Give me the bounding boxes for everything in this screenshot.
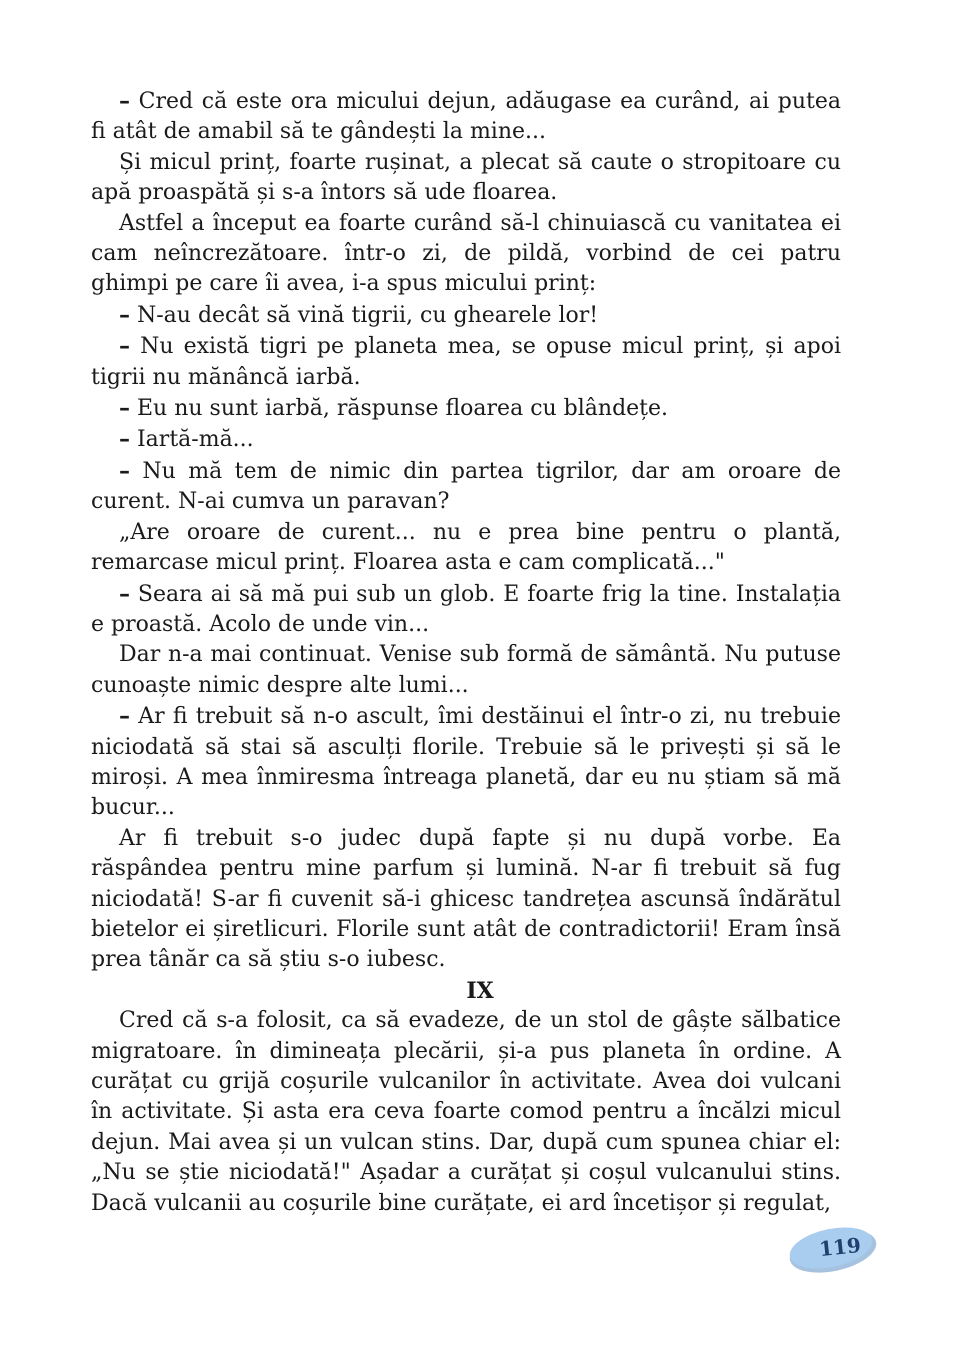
paragraph <box>91 331 841 393</box>
paragraph-text: Nu există tigri pe planeta mea, se opuse micul prinț, și apoi tigrii nu mănâncă iarbă. <box>91 334 841 390</box>
dialogue-dash: – <box>119 88 130 114</box>
dialogue-dash: – <box>119 395 130 422</box>
dialogue-dash: – <box>119 301 130 328</box>
paragraph-text: Ar fi trebuit să n-o ascult, îmi destăinui el într-o zi, nu trebuie niciodată să stai să asculți florile. Trebuie să le privești și să le miroși. A mea înmiresma întreaga planetă, dar eu nu știam să mă bucur... <box>91 704 841 821</box>
paragraph <box>91 701 841 824</box>
dialogue-dash: – <box>119 333 130 360</box>
page-body <box>91 86 841 1219</box>
chapter-heading: IX <box>466 977 494 1004</box>
page-number: 119 <box>817 1232 863 1262</box>
paragraph-text: Și micul prinț, foarte rușinat, a plecat să caute o stropitoare cu apă proaspătă și s-a întors să ude floarea. <box>91 149 841 206</box>
paragraph-text: Dar n-a mai continuat. Venise sub formă de sământă. Nu putuse cunoaște nimic despre alte lumi... <box>91 642 841 698</box>
paragraph-text: Seara ai să mă pui sub un glob. E foarte frig la tine. Instalația e proastă. Acolo de unde vin... <box>91 581 841 637</box>
paragraph <box>91 518 841 579</box>
paragraph-text: Iartă-mă... <box>130 427 254 453</box>
dialogue-dash: – <box>119 426 130 453</box>
paragraph <box>91 824 841 976</box>
paragraph-text: „Are oroare de curent... nu e prea bine pentru o plantă, remarcase micul prinț. Floarea asta e cam complicată..." <box>91 519 841 576</box>
paragraph-text: Nu mă tem de nimic din partea tigrilor, dar am oroare de curent. N-ai cumva un paravan? <box>91 458 841 515</box>
paragraph-text: Astfel a început ea foarte curând să-l chinuiască cu vanitatea ei cam neîncrezătoare. într-o zi, de pildă, vorbind de cei patru ghimpi pe care îi avea, i-a spus micului prinț: <box>91 210 841 297</box>
paragraph-text: Cred că este ora micului dejun, adăugase ea curând, ai putea fi atât de amabil să te gândești la mine... <box>91 89 841 145</box>
paragraph <box>91 1006 841 1219</box>
paragraph-text: Eu nu sunt iarbă, răspunse floarea cu blândețe. <box>130 396 669 422</box>
paragraph <box>91 209 841 300</box>
paragraph-text: Ar fi trebuit s-o judec după fapte și nu după vorbe. Ea răspândea pentru mine parfum și lumină. N-ar fi trebuit să fug niciodată! S-ar fi cuvenit să-i ghicesc tandrețea ascunsă îndărătul bietelor ei șiretlicuri. Florile sunt atât de contradictorii! Eram însă prea tânăr ca să știu s-o iubesc. <box>91 825 841 973</box>
paragraph <box>91 393 841 424</box>
paragraph <box>91 148 841 209</box>
dialogue-dash: – <box>119 580 130 607</box>
paragraph <box>91 86 841 148</box>
paragraph <box>91 300 841 331</box>
dialogue-dash: – <box>119 703 130 730</box>
paragraph-text: N-au decât să vină tigrii, cu ghearele lor! <box>130 302 599 328</box>
paragraph <box>91 579 841 641</box>
paragraph <box>91 424 841 455</box>
dialogue-dash: – <box>119 457 130 484</box>
paragraph-group <box>91 86 841 976</box>
paragraph-text: Cred că s-a folosit, ca să evadeze, de un stol de gâște sălbatice migratoare. în dimineața plecării, și-a pus planeta în ordine. A curățat cu grijă coșurile vulcanilor în activitate. Avea doi vulcani în activitate. Și asta era ceva foarte comod pentru a încălzi micul dejun. Mai avea și un vulcan stins. Dar, după cum spunea chiar el: „Nu se știe niciodată!" Așadar a curățat și coșul vulcanului stins. Dacă vulcanii au coșurile bine curățate, ei ard încetișor și regulat, <box>91 1008 841 1216</box>
page-number-badge <box>787 1223 879 1275</box>
paragraph <box>91 640 841 701</box>
chapter-paragraph-group <box>91 1006 841 1219</box>
paragraph <box>91 456 841 518</box>
